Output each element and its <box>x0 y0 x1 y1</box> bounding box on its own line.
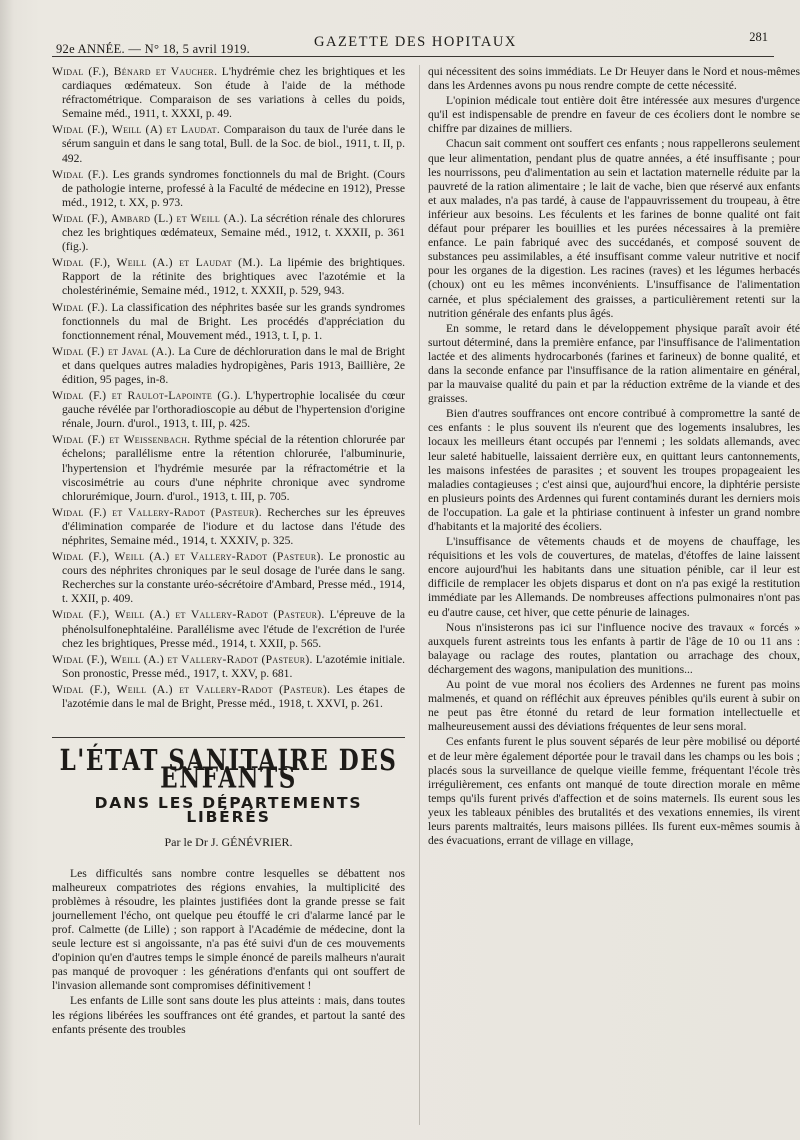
reference-item <box>52 389 405 431</box>
reference-author: Widal (F.) et Raulot-Lapointe (G.). <box>52 389 241 403</box>
article-paragraph: L'insuffisance de vêtements chauds et de moyens de chauffage, les réquisitions et les vols de couvertures, de matelas, d'étoffes de laine laissent encore aujourd'hui les habitants dans une situation pénible, car il leur est difficile de remplacer les objets disparus et dont on n'a pas exigé la restitution immédiate par les Allemands. De nombreuses affections pulmonaires n'ont pas eu d'autre cause, cet hiver, que cette pénurie de lainages. <box>428 535 800 619</box>
reference-text: La lipémie des brightiques. Rapport de la rétinite des brightiques avec l'azotémie et la cholestérinémie, Semaine méd., 1912, t. XXXII, p. 529, 943. <box>62 256 405 298</box>
reference-text: Les grands syndromes fonctionnels du mal de Bright. (Cours de pathologie interne, professé à la Faculté de médecine en 1912), Presse méd., 1912, t. XX, p. 973. <box>62 167 405 209</box>
reference-text: Recherches sur les épreuves d'élimination comparée de l'iodure et du lactose dans l'étude des néphrites, Semaine méd., 1914, t. XXXIV, p. 325. <box>62 505 405 547</box>
article-paragraph: Les enfants de Lille sont sans doute les plus atteints : mais, dans toutes les régions libérées les souffrances ont été grandes, et partout la santé des enfants présente des troubles <box>52 994 405 1036</box>
article-paragraph: Chacun sait comment ont souffert ces enfants ; nous rappellerons seulement que leur alimentation, pendant plus de quatre années, a été insuffisante ; pour les nourrissons, peu d'alimentation au sein et lactation maternelle réduite par la pauvreté de la ration alimentaire ; le lait de vache, bien que réservé aux enfants et aux malades, n'a pas tardé, à cause de l'appauvrissement du troupeau, à être inférieur aux besoins. Les féculents et les farines de bonne qualité ont fait défaut pour préparer les bouillies et les purées nécessaires à la première enfance. Le pain fabriqué avec des succédanés, et composé souvent de substances peu assimilables, a été insuffisant comme valeur nutritive et nocif pour les organes de la digestion. Les racines (raves) et les légumes herbacés (choux) ont eu les mêmes inconvénients. L'insuffisance de l'alimentation carnée, et plus spécialement des graisses, a particulièrement retenti sur la nutrition générale des enfants plus âgés. <box>428 137 800 320</box>
reference-author: Widal (F.), Weill (A.) et Vallery-Radot (Pasteur). <box>52 550 324 564</box>
page-number: 281 <box>749 30 768 44</box>
reference-author: Widal (F.) et Javal (A.). <box>52 344 175 358</box>
article-title: L'ÉTAT SANITAIRE DES ENFANTS <box>59 743 398 796</box>
reference-list <box>52 65 405 711</box>
reference-item <box>52 506 405 548</box>
reference-item <box>52 65 405 121</box>
reference-author: Widal (F.), Bénard et Vaucher. <box>52 65 218 78</box>
reference-author: Widal (F.) et Weissenbach. <box>52 433 191 447</box>
reference-item <box>52 550 405 606</box>
section-divider <box>52 737 405 738</box>
reference-author: Widal (F.). <box>52 300 108 314</box>
reference-text: L'hypertrophie localisée du cœur gauche révélée par l'orthoradioscopie au début de l'hypertension d'origine rénale, Journ. d'urol., 1913, t. III, p. 425. <box>62 389 405 431</box>
reference-text: Rythme spécial de la rétention chlorurée par échelons; parallélisme entre la rétention chlorurée, l'albuminurie, l'hypertension et l'hydrémie mesurée par la réfractométrie et la viscosimétrie au cours d'une néphrite chronique avec syndrome chlorurémique, Journ. d'urol., 1913, t. III, p. 705. <box>62 433 405 503</box>
article-paragraph: qui nécessitent des soins immédiats. Le Dr Heuyer dans le Nord et nous-mêmes dans les Ardennes avons pu nous rendre compte de cette nécessité. <box>428 65 800 93</box>
reference-author: Widal (F.), Weill (A.) et Laudat (M.). <box>52 256 264 270</box>
article-paragraph: En somme, le retard dans le développement physique paraît avoir été surtout déterminé, dans la première enfance, par l'insuffisance de l'alimentation lactée et des aliments hydrocarbonés (farines et farineux) de bonne qualité, et dans la seconde enfance par l'insuffisance de la ration alimentaire en général, par la mauvaise qualité du pain et par la réduction extrême de la viande et des graisses. <box>428 321 800 406</box>
reference-item <box>52 433 405 503</box>
reference-item <box>52 345 405 387</box>
reference-author: Widal (F.), Weill (A) et Laudat. <box>52 123 221 137</box>
reference-author: Widal (F.). <box>52 167 109 181</box>
article-paragraph: Les difficultés sans nombre contre lesquelles se débattent nos malheureux compatriotes des régions envahies, la multiplicité des problèmes à résoudre, les plaintes justifiées dont la grande presse se fait journellement l'écho, ont quelque peu étouffé le cri d'alarme lancé par le prof. Calmette (de Lille) ; son rapport à l'Académie de médecine, dont la seule lecture est si angoissante, n'a pas été suivi d'un de ces mouvements d'opinion qu'en d'autres temps le simple énoncé de pareils malheurs n'aurait pas manqué de provoquer : les générations d'enfants qui ont souffert de l'invasion allemande sont compromises définitivement ! <box>52 866 405 993</box>
reference-text: La sécrétion rénale des chlorures chez les brightiques œdémateux, Semaine méd., 1912, t. XXXII, p. 361 (fig.). <box>62 211 405 254</box>
reference-item <box>52 256 405 298</box>
page-header <box>52 30 774 57</box>
issue-line: 92e ANNÉE. — N° 18, 5 avril 1919. <box>56 42 251 56</box>
reference-text: La Cure de déchloruration dans le mal de Bright et dans quelques autres maladies hydropigènes, Paris 1913, Baillière, 2e édition, 95 pages, in-8. <box>62 344 405 386</box>
reference-text: L'épreuve de la phénolsulfonephtaléine. Parallélisme avec l'étude de l'excrétion de l'urée chez les brightiques, Presse méd., 1914, t. XXII, p. 565. <box>62 608 405 650</box>
reference-item <box>52 653 405 681</box>
reference-item <box>52 168 405 210</box>
reference-author: Widal (F.), Ambard (L.) et Weill (A.). <box>52 211 248 225</box>
reference-item <box>52 608 405 650</box>
article-paragraph: Au point de vue moral nos écoliers des Ardennes ne furent pas moins malmenés, et quand on réfléchit aux épreuves pénibles qu'ils eurent à subir on ne peut pas être étonné du retard de leur formation intellectuelle et malheureusement aussi des déviations fréquentes de leur sens moral. <box>428 678 800 734</box>
reference-text: La classification des néphrites basée sur les grands syndromes fonctionnels du mal de Bright. Les procédés d'appréciation du fonctionnement rénal, Mouvement méd., 1913, t. I, p. 1. <box>62 300 405 342</box>
reference-text: L'hydrémie chez les brightiques et les cardiaques œdémateux. Son étude à l'aide de la méthode réfractométrique. Comparaison de ses variations à celles du poids, Semaine méd., 1911, t. XXXI, p. 49. <box>62 65 405 121</box>
article-subtitle: DANS LES DÉPARTEMENTS LIBÉRÉS <box>94 794 363 827</box>
journal-title: GAZETTE DES HOPITAUX <box>314 34 517 50</box>
reference-author: Widal (F.), Weill (A.) et Vallery-Radot (Pasteur). <box>52 652 313 666</box>
left-column <box>52 65 405 1125</box>
reference-item <box>52 212 405 254</box>
article-paragraph: Ces enfants furent le plus souvent séparés de leur père mobilisé ou déporté et de leur mère également déportée pour le travail dans les champs ou les bois ; placés sous la surveillance de quelque vieille femme, fréquentant l'école très irrégulièrement, ces enfants ont manqué de toute direction morale en même temps qu'ils furent privés d'affection et de soins maternels. Ils eurent sous les yeux les tableaux pénibles des brutalités et des vexations ennemies, ils virent leurs parents maltraités, leurs maisons pillées. Ils furent eux-mêmes soumis à des évacuations, errant de village en village, <box>428 735 800 848</box>
reference-author: Widal (F.) et Vallery-Radot (Pasteur). <box>52 505 262 519</box>
article-paragraph: L'opinion médicale tout entière doit être intéressée aux mesures d'urgence qu'il est indispensable de prendre en faveur de ces écoliers dont le nombre se chiffre par dizaines de milliers. <box>428 94 800 136</box>
reference-text: Comparaison du taux de l'urée dans le sérum sanguin et dans le sang total, Bull. de la Soc. de biol., 1911, t. II, p. 492. <box>62 123 405 165</box>
reference-item <box>52 123 405 165</box>
article-paragraph: Bien d'autres souffrances ont encore contribué à compromettre la santé de ces enfants : le plus souvent ils n'eurent que des logements insalubres, les locaux les meilleurs étant occupés par l'ennemi ; les soldats allemands, avec leur saleté habituelle, laissaient derrière eux, en quittant leurs cantonnements, les maisons infestées de parasites ; et souvent les troupes propageaient les maladies contagieuses ; c'est ainsi que, aujourd'hui encore, la diphtérie persiste en plusieurs points des Ardennes qui furent contaminés durant les derniers mois de l'occupation. La gale et la phtiriase continuent à infester un grand nombre d'habitants et la majorité des écoliers. <box>428 407 800 533</box>
reference-author: Widal (F.), Weill (A.) et Vallery-Radot (Pasteur). <box>52 608 325 622</box>
reference-text: Le pronostic au cours des néphrites chroniques par le seul dosage de l'urée dans le sang. Recherches sur la constante uréo-sécrétoire d'Ambard, Presse méd., 1914, t. XXII, p. 409. <box>62 550 405 606</box>
reference-item <box>52 683 405 711</box>
reference-text: Les étapes de l'azotémie dans le mal de Bright, Presse méd., 1918, t. XXVI, p. 261. <box>62 682 405 711</box>
two-column-body <box>52 65 800 1125</box>
reference-item <box>52 301 405 343</box>
article-paragraph: Nous n'insisterons pas ici sur l'influence nocive des travaux « forcés » auxquels furent astreints tous les enfants à partir de l'âge de 10 ou 11 ans : balayage ou raclage des routes, plantation ou arrachage des choux, déchargement des wagons, manipulation des munitions... <box>428 620 800 676</box>
article-author: Par le Dr J. GÉNÉVRIER. <box>164 834 293 849</box>
reference-author: Widal (F.), Weill (A.) et Vallery-Radot (Pasteur). <box>52 682 331 696</box>
right-column <box>419 65 800 1125</box>
reference-text: L'azotémie initiale. Son pronostic, Presse méd., 1917, t. XXV, p. 681. <box>62 652 405 680</box>
